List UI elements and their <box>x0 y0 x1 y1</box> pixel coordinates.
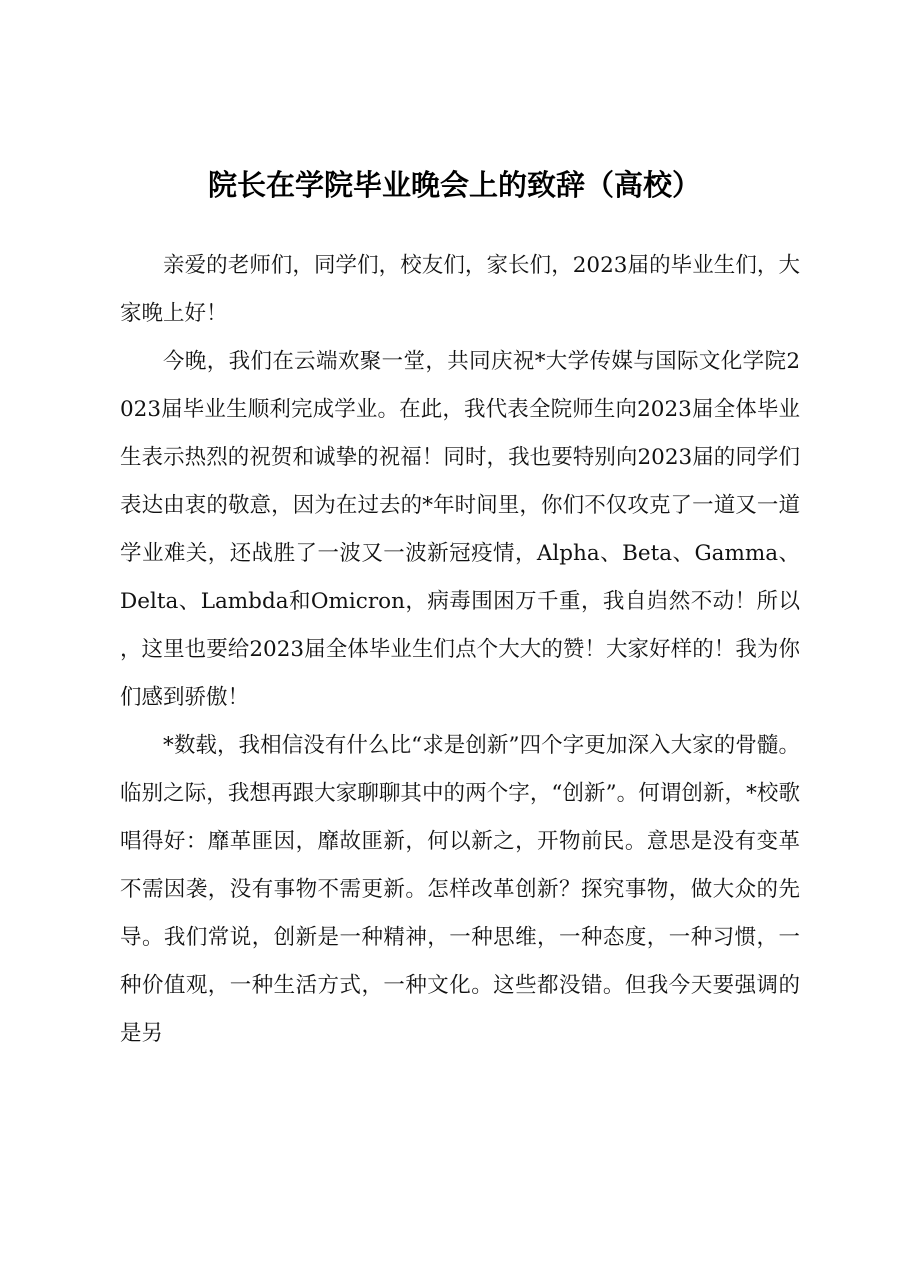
paragraph-innovation: *数载，我相信没有什么比“求是创新”四个字更加深入大家的骨髓。临别之际，我想再跟大家聊聊其中的两个字，“创新”。何谓创新，*校歌唱得好：靡革匪因，靡故匪新，何以新之，开物前民。意思是没有变革不需因袭，没有事物不需更新。怎样改革创新？探究事物，做大众的先导。我们常说，创新是一种精神，一种思维，一种态度，一种习惯，一种价值观，一种生活方式，一种文化。这些都没错。但我今天要强调的是另 <box>120 733 800 1046</box>
document-body <box>120 242 800 1058</box>
document-title: 院长在学院毕业晚会上的致辞（高校） <box>207 168 701 202</box>
paragraph-celebration: 今晚，我们在云端欢聚一堂，共同庆祝*大学传媒与国际文化学院2023届毕业生顺利完成学业。在此，我代表全院师生向2023届全体毕业生表示热烈的祝贺和诚挚的祝福！同时，我也要特别向2023届的同学们表达由衷的敬意，因为在过去的*年时间里，你们不仅攻克了一道又一道学业难关，还战胜了一波又一波新冠疫情，Alpha、Beta、Gamma、Delta、Lambda和Omicron，病毒围困万千重，我自岿然不动！所以，这里也要给2023届全体毕业生们点个大大的赞！大家好样的！我为你们感到骄傲！ <box>120 349 800 710</box>
paragraph-greeting: 亲爱的老师们，同学们，校友们，家长们，2023届的毕业生们，大家晚上好！ <box>120 253 800 326</box>
